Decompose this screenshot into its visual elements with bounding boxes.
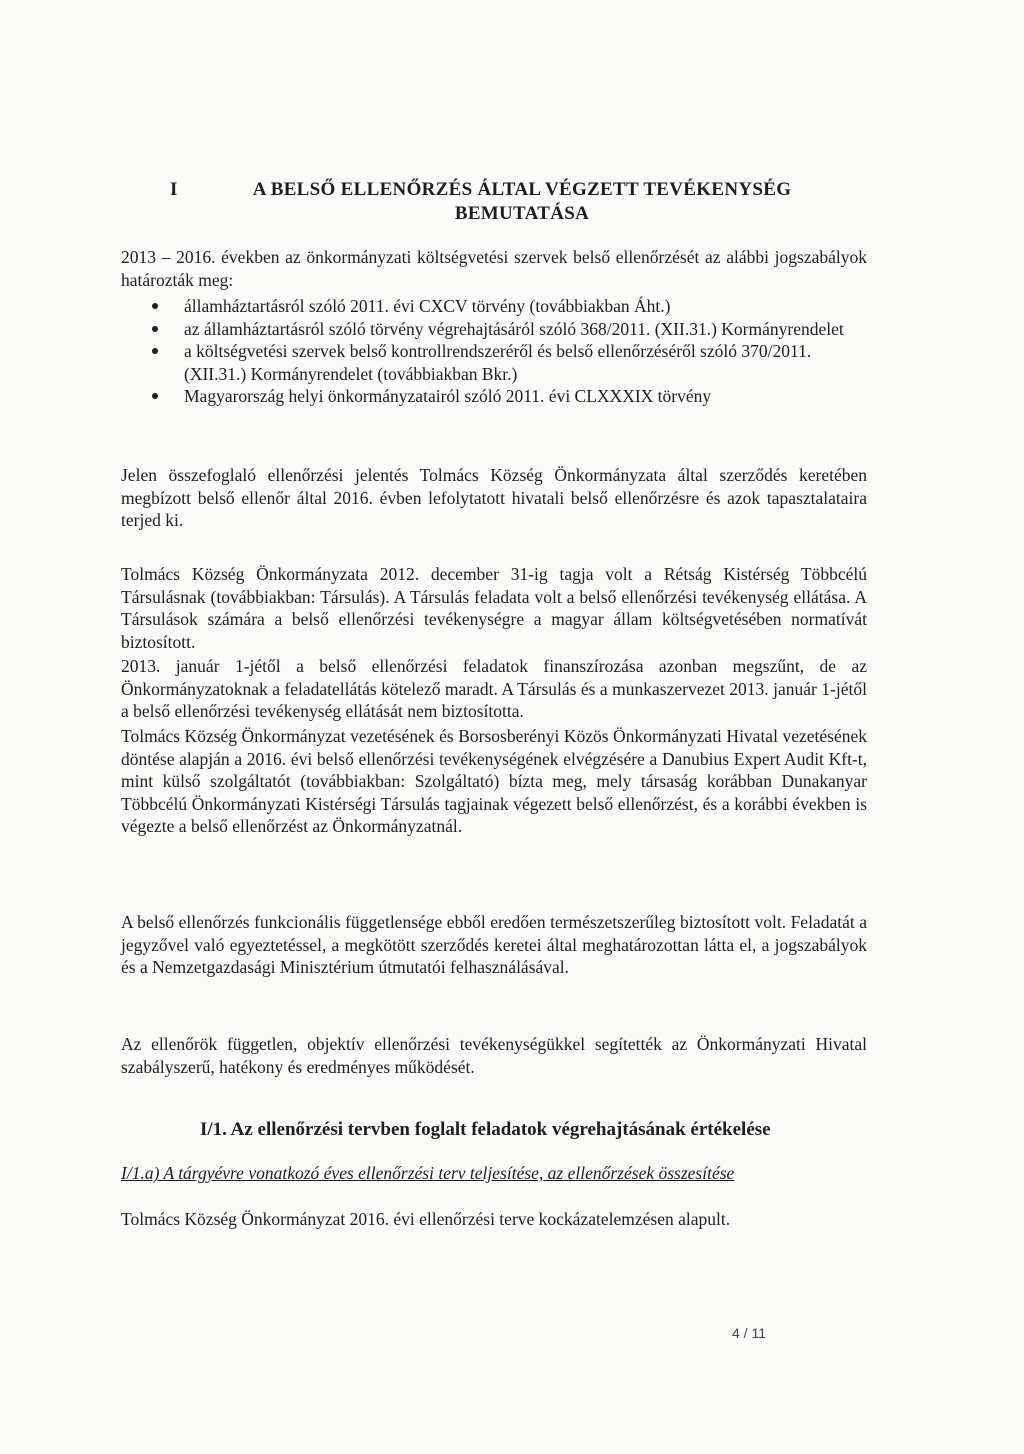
paragraph-funding: 2013. január 1-jétől a belső ellenőrzési feladatok finanszírozása azonban megszűnt, de az Önkormányzatoknak a feladatellátás kötelező maradt. A Társulás és a munkaszervezet 2013. január 1-jétől a belső ellenőrzési tevékenység ellátását nem biztosította.: [121, 656, 867, 722]
subsection-text: Tolmács Község Önkormányzat 2016. évi ellenőrzési terve kockázatelemzésen alapult.: [121, 1209, 731, 1229]
paragraph-auditors: Az ellenőrök független, objektív ellenőrzési tevékenységükkel segítették az Önkormányzati Hivatal szabályszerű, hatékony és eredményes működését.: [121, 1034, 867, 1077]
bullet-icon: [152, 348, 158, 354]
list-item: államháztartásról szóló 2011. évi CXCV törvény (továbbiakban Áht.): [150, 295, 850, 318]
bullet-icon: [152, 303, 158, 309]
section-heading: [170, 178, 850, 226]
list-item: Magyarország helyi önkormányzatairól szóló 2011. évi CLXXXIX törvény: [150, 385, 850, 408]
section-number: I: [170, 179, 178, 200]
bullet-icon: [152, 326, 158, 332]
page-number: 4 / 11: [732, 1325, 766, 1341]
section-title: A BELSŐ ELLENŐRZÉS ÁLTAL VÉGZETT TEVÉKENYSÉG BEMUTATÁSA: [252, 179, 792, 224]
subsection-subtitle: I/1.a) A tárgyévre vonatkozó éves ellenőrzési terv teljesítése, az ellenőrzések összesítése: [121, 1163, 735, 1183]
list-item: az államháztartásról szóló törvény végrehajtásáról szóló 368/2011. (XII.31.) Kormányrendelet: [150, 318, 850, 341]
paragraph-provider: Tolmács Község Önkormányzat vezetésének és Borsosberényi Közös Önkormányzati Hivatal vezetésének döntése alapján a 2016. évi belső ellenőrzési tevékenységének elvégzésére a Danubius Expert Audit Kft-t, mint külső szolgáltatót (továbbiakban: Szolgáltató) bízta meg, mely társaság korábban Dunakanyar Többcélú Önkormányzati Kistérségi Társulás tagjainak végezett belső ellenőrzést, és a korábbi években is végezte a belső ellenőrzést az Önkormányzatnál.: [121, 726, 867, 837]
bullet-icon: [152, 393, 158, 399]
paragraph-scope: Jelen összefoglaló ellenőrzési jelentés Tolmács Község Önkormányzata által szerződés keretében megbízott belső ellenőr által 2016. évben lefolytatott hivatali belső ellenőrzésre és azok tapasztalataira terjed ki.: [121, 465, 867, 531]
paragraph-independence: A belső ellenőrzés funkcionális függetlensége ebből eredően természetszerűleg biztosított volt. Feladatát a jegyzővel való egyeztetéssel, a megkötött szerződés keretei által meghatározottan látta el, a jogszabályok és a Nemzetgazdasági Minisztérium útmutatói felhasználásával.: [121, 912, 867, 978]
subsection-title: I/1. Az ellenőrzési tervben foglalt feladatok végrehajtásának értékelése: [200, 1119, 771, 1140]
list-item: a költségvetési szervek belső kontrollrendszeréről és belső ellenőrzéséről szóló 370/2011. (XII.31.) Kormányrendelet (továbbiakban Bkr.): [150, 340, 850, 385]
intro-paragraph: 2013 – 2016. években az önkormányzati költségvetési szervek belső ellenőrzését az alábbi jogszabályok határozták meg:: [121, 247, 867, 290]
paragraph-association: Tolmács Község Önkormányzata 2012. december 31-ig tagja volt a Rétság Kistérség Többcélú Társulásnak (továbbiakban: Társulás). A Társulás feladata volt a belső ellenőrzési tevékenység ellátása. A Társulások számára a belső ellenőrzési tevékenységre a magyar állam költségvetésében normatívát biztosított.: [121, 564, 867, 652]
legislation-list: [150, 295, 850, 408]
